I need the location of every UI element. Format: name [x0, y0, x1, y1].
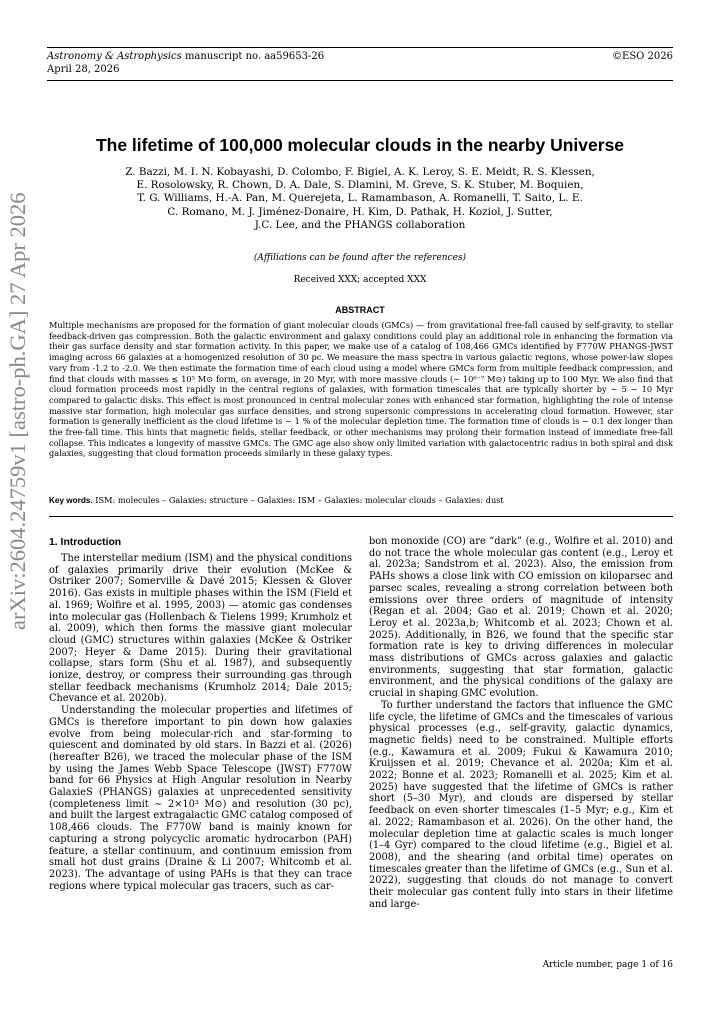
paper-title: The lifetime of 100,000 molecular clouds in the nearby Universe: [95, 135, 625, 155]
abstract-text: Multiple mechanisms are proposed for the formation of giant molecular clouds (GMCs) — from gravitational free-fall caused by self-gravity, to stellar feedback-driven gas compression. Both the galactic environment and galaxy conditions could play an additional role in enhancing the formation via their gas surface density and star formation activity. In this paper, we make use of a catalog of 108,466 GMCs identified by F770W PHANGS-JWST imaging across 66 galaxies at a homogenized resolution of 30 pc. We measure the mass spectra in various galactic regions, whose power-law slopes vary from -1.2 to -2.0. We then estimate the formation time of each cloud using a model where GMCs form from multiple feedback compression, and find that clouds with masses ≲ 10⁵ M⊙ form, on average, in 20 Myr, with more massive clouds (∼ 10⁶⁻⁷ M⊙) taking up to 100 Myr. We also find that cloud formation proceeds most rapidly in the central regions of galaxies, with formation timescales that are typically shorter by ∼ 5 − 10 Myr compared to galactic disks. This effect is most pronounced in central molecular zones with enhanced star formation, highlighting the role of intense massive star formation, high molecular gas surface densities, and strong supersonic compressions in accelerating cloud formation. However, star formation is generally inefficient as the cloud lifetime is ∼ 1 % of the molecular depletion time. The formation time of clouds is ∼ 0.1 dex longer than the free-fall time. This hints that magnetic fields, stellar feedback, or other mechanisms may prolong their formation instead of immediate free-fall collapse. This indicates a longevity of massive GMCs. The GMC age also show only limited variation with galactocentric radius in both spiral and disk galaxies, suggesting that cloud formation proceeds similarly in these galaxy types.: [49, 320, 673, 459]
section-heading: 1. Introduction: [49, 537, 122, 548]
manuscript-id: manuscript no. aa59653-26: [181, 51, 325, 62]
author-line[interactable]: J.C. Lee, and the PHANGS collaboration: [254, 218, 466, 231]
author-line[interactable]: T. G. Williams, H.-A. Pan, M. Querejeta, L. Ramambason, A. Romanelli, T. Saito, L. E.: [137, 192, 583, 205]
header-date: April 28, 2026: [47, 64, 120, 75]
header-left: [47, 50, 324, 76]
paragraph: Understanding the molecular properties and lifetimes of GMCs is therefore important to pin down how galaxies evolve from being molecular-rich and star-forming to quiescent and dominated by old stars. In Bazzi et al. (2026) (hereafter B26), we traced the molecular phase of the ISM by using the James Webb Space Telescope (JWST) F770W band for 66 Physics at High Angular resolution in Nearby GalaxieS (PHANGS) galaxies at unprecedented sensitivity (completeness limit ∼ 2×10³ M⊙) and resolution (30 pc), and built the largest extragalactic GMC catalog composed of 108,466 clouds. The F770W band is mainly known for capturing a strong polycyclic aromatic hydrocarbon (PAH) feature, a stellar continuum, and continuum emission from small hot dust grains (Draine & Li 2007; Whitcomb et al. 2023). The advantage of using PAHs is that they can trace regions where typical molecular gas tracers, such as car-: [49, 705, 352, 892]
running-header: [47, 47, 673, 81]
keywords-label: Key words.: [49, 496, 93, 505]
divider: [49, 516, 673, 517]
author-line[interactable]: C. Romano, M. J. Jiménez-Donaire, H. Kim, D. Pathak, H. Koziol, J. Sutter,: [167, 205, 553, 218]
received-line: Received XXX; accepted XXX: [293, 275, 427, 285]
journal-name: Astronomy & Astrophysics: [47, 51, 182, 62]
right-column: [369, 536, 673, 911]
copyright: ©ESO 2026: [612, 51, 673, 62]
paragraph: To further understand the factors that influence the GMC life cycle, the lifetime of GMCs and the timescales of various physical processes (e.g., self-gravity, galactic dynamics, magnetic fields) need to be constrained. Multiple efforts (e.g., Kawamura et al. 2009; Fukui & Kawamura 2010; Kruijssen et al. 2019; Chevance et al. 2020a; Kim et al. 2022; Bonne et al. 2023; Romanelli et al. 2025; Kim et al. 2025) have suggested that the lifetime of GMCs is rather short (5–30 Myr), and clouds are dispersed by stellar feedback on even shorter timescales (1–5 Myr; e.g., Kim et al. 2022; Ramambason et al. 2026). On the other hand, the molecular depletion time at galactic scales is much longer (1–4 Gyr) compared to the cloud lifetime (e.g., Bigiel et al. 2008), and the shearing (and orbital time) operates on timescales greater than the lifetime of GMCs (e.g., Sun et al. 2022), suggesting that clouds do not manage to convert their molecular gas content fully into stars in their lifetime and large-: [369, 699, 673, 910]
paragraph: bon monoxide (CO) are “dark” (e.g., Wolfire et al. 2010) and do not trace the whole molecular gas content (e.g., Leroy et al. 2023a; Sandstrom et al. 2023). Also, the emission from PAHs shows a close link with CO emission on kiloparsec and parsec scales, revealing a strong correlation between both emissions over three orders of magnitude of intensity (Regan et al. 2004; Gao et al. 2019; Chown et al. 2020; Leroy et al. 2023a,b; Whitcomb et al. 2023; Chown et al. 2025). Additionally, in B26, we found that the specific star formation rate is key to driving differences in molecular mass distributions of GMCs across galaxies and galactic environments, suggesting that star formation, galactic environment, and the physical conditions of the galaxy are crucial in shaping GMC evolution.: [369, 536, 673, 700]
paragraph: The interstellar medium (ISM) and the physical conditions of galaxies primarily drive their evolution (McKee & Ostriker 2007; Somerville & Davé 2015; Klessen & Glover 2016). Gas exists in multiple phases within the ISM (Field et al. 1969; Wolfire et al. 1995, 2003) — atomic gas condenses into molecular gas (Hollenbach & Tielens 1999; Krumholz et al. 2009), which then forms the massive giant molecular cloud (GMC) structures within galaxies (McKee & Ostriker 2007; Heyer & Dame 2015). During their gravitational collapse, stars form (Shu et al. 1987), and subsequently ionize, destroy, or compress their surrounding gas through stellar feedback mechanisms (Krumholz 2014; Dale 2015; Chevance et al. 2020b).: [49, 553, 352, 705]
page-footer: Article number, page 1 of 16: [542, 960, 673, 970]
author-line[interactable]: E. Rosolowsky, R. Chown, D. A. Dale, S. Dlamini, M. Greve, S. K. Stuber, M. Boquien,: [136, 179, 584, 192]
arxiv-stamp[interactable]: arXiv:2604.24759v1 [astro-ph.GA] 27 Apr 2026: [5, 192, 30, 630]
author-line[interactable]: Z. Bazzi, M. I. N. Kobayashi, D. Colombo, F. Bigiel, A. K. Leroy, S. E. Meidt, R. S. Klessen,: [125, 166, 595, 178]
keywords-list: ISM: molecules – Galaxies: structure – Galaxies: ISM – Galaxies: molecular clouds – Galaxies: dust: [92, 495, 504, 505]
affiliations-note: (Affiliations can be found after the references): [253, 253, 467, 263]
keywords: [49, 495, 673, 506]
abstract-heading: ABSTRACT: [335, 305, 385, 315]
author-list: [52, 166, 668, 232]
left-column: [49, 553, 352, 892]
